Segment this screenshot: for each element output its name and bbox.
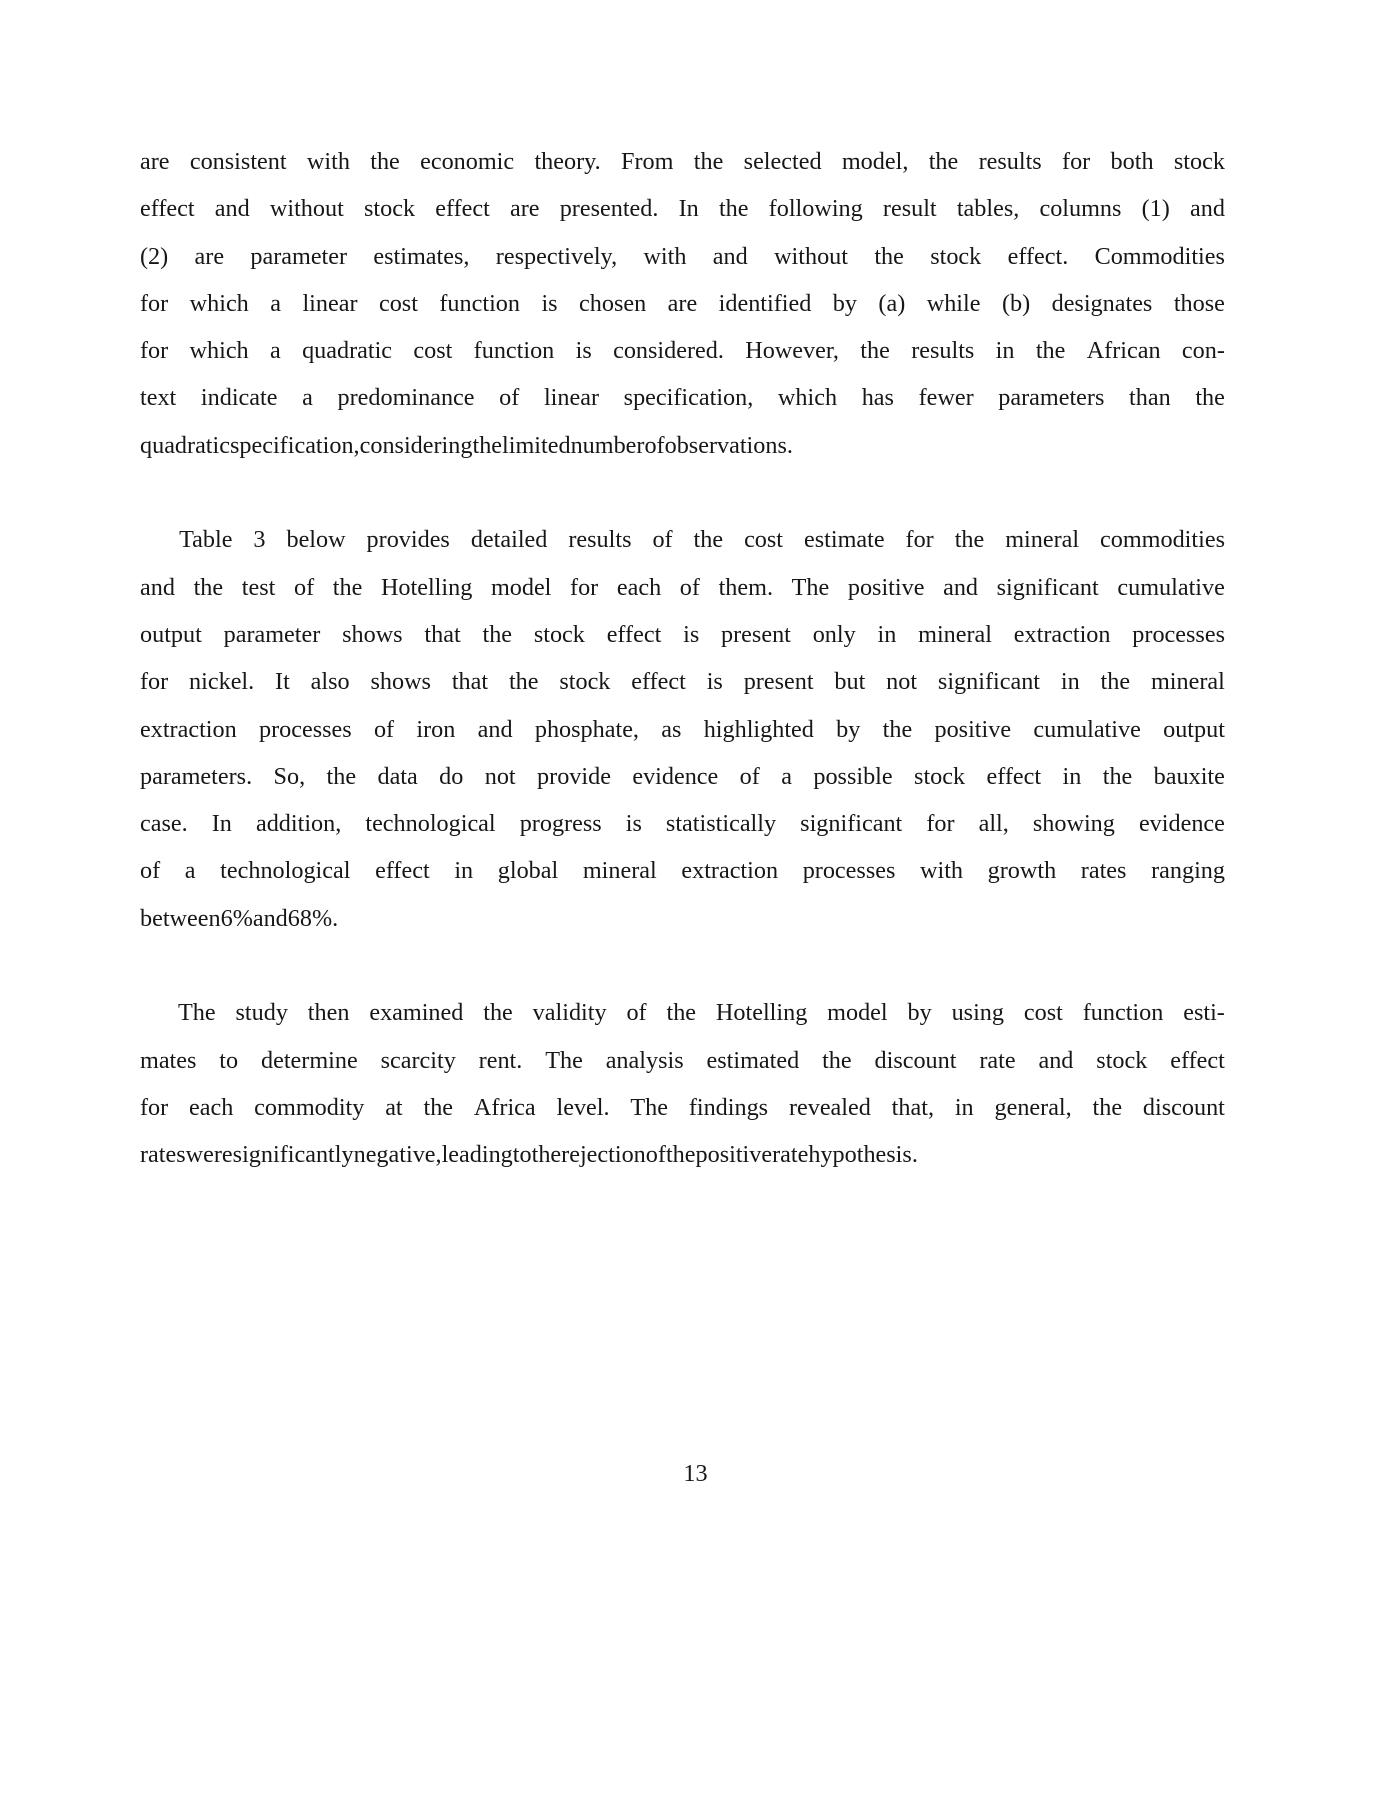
word: tables, (956, 195, 1020, 223)
word: the (332, 573, 363, 601)
word: leading (441, 1141, 513, 1169)
word: stock (363, 195, 416, 223)
word: economic (420, 148, 515, 175)
word: provide (537, 762, 611, 790)
word: effect (375, 857, 430, 885)
word: also (310, 668, 350, 696)
word: in (454, 857, 474, 885)
word: for (140, 668, 169, 696)
word: stock (533, 620, 585, 648)
word: of (499, 384, 520, 412)
word: the (531, 1141, 562, 1169)
word: of (679, 573, 700, 601)
word: the (326, 762, 357, 790)
word: addition, (255, 810, 342, 838)
word: processes (258, 715, 352, 743)
word: indicate (200, 384, 278, 412)
word: and (1038, 1046, 1074, 1074)
word: theory. (534, 148, 601, 175)
word: for (140, 289, 169, 317)
word: linear (543, 384, 600, 412)
word: possible (813, 762, 893, 790)
word: detailed (470, 526, 548, 554)
word: positive (934, 715, 1012, 743)
word: Hotelling (380, 573, 473, 601)
word: is (541, 289, 558, 317)
word: the (954, 526, 985, 554)
word: predominance (337, 384, 475, 412)
word: commodity (254, 1093, 365, 1121)
word: for (905, 526, 934, 554)
word: estimate (803, 526, 885, 554)
word: using (951, 999, 1004, 1027)
word: significantly (232, 1141, 354, 1169)
word: statistically (665, 810, 777, 838)
word: a (184, 857, 196, 885)
word: Table (179, 526, 233, 554)
word: cost (378, 289, 418, 317)
word: of (140, 857, 161, 885)
word: (1) (1141, 195, 1170, 223)
word: mineral (582, 857, 657, 885)
word: discount (1142, 1093, 1225, 1121)
word: text (140, 384, 177, 412)
word: stock (914, 762, 966, 790)
word: However, (745, 337, 839, 365)
word: results (568, 526, 632, 554)
text-line (140, 800, 1225, 847)
word: rejection (561, 1141, 646, 1169)
word: while (926, 289, 981, 317)
word: for (140, 337, 169, 365)
text-line (140, 374, 1225, 421)
word: the (423, 1093, 454, 1121)
word: and (477, 715, 513, 743)
word: significant (937, 668, 1041, 696)
word: of (644, 431, 665, 459)
word: rates (140, 1141, 186, 1169)
word: (a) (878, 289, 906, 317)
text-line (140, 753, 1225, 800)
word: the (822, 1046, 852, 1074)
word: examined (369, 999, 464, 1027)
word: parameter (223, 620, 321, 648)
word: present (721, 620, 791, 648)
word: by (832, 289, 857, 317)
word: limited (502, 431, 571, 459)
word: between (140, 904, 221, 932)
word: designates (1051, 289, 1153, 317)
word: consistent (189, 148, 287, 175)
word: which (777, 384, 838, 412)
word: in (1060, 668, 1080, 696)
word: 6% (220, 904, 253, 932)
text-line (140, 1084, 1225, 1131)
word: ranging (1151, 857, 1225, 885)
word: them. (718, 573, 773, 601)
word: model (490, 573, 552, 601)
word: estimates, (373, 242, 470, 270)
word: without (269, 195, 344, 223)
word: a (269, 337, 281, 365)
word: technological (365, 810, 496, 838)
word: the (370, 148, 400, 175)
word: and (712, 242, 748, 270)
word: is (706, 668, 723, 696)
word: are (667, 289, 698, 317)
word: negative, (353, 1141, 442, 1169)
word: to (219, 1046, 239, 1074)
word: observations. (664, 431, 793, 459)
word: cost (413, 337, 453, 365)
word: and (252, 904, 288, 932)
word: Africa (473, 1093, 536, 1121)
word: level. (556, 1093, 610, 1121)
word: a (781, 762, 792, 790)
word: following (768, 195, 863, 223)
word: the (928, 148, 959, 175)
word: is (683, 620, 700, 648)
word: extraction (1013, 620, 1111, 648)
word: a (302, 384, 313, 412)
word: significant (800, 810, 903, 838)
word: mineral (1150, 668, 1225, 696)
word: are (510, 195, 540, 223)
word: in (954, 1093, 974, 1121)
word: and (214, 195, 250, 223)
word: then (307, 999, 350, 1027)
text-line (140, 327, 1225, 374)
word: determine (261, 1046, 358, 1074)
word: Hotelling (715, 999, 808, 1027)
word: presented. (559, 195, 659, 223)
text-line (140, 706, 1225, 753)
word: only (812, 620, 856, 648)
word: the (1092, 1093, 1123, 1121)
word: The (791, 573, 830, 601)
word: number (570, 431, 645, 459)
word: and (1189, 195, 1225, 223)
word: extraction (140, 715, 237, 743)
text-line (140, 138, 1225, 185)
word: is (625, 810, 642, 838)
word: the (1035, 337, 1066, 365)
text-line (140, 611, 1225, 658)
word: considering (359, 431, 473, 459)
word: nickel. (189, 668, 255, 696)
word: It (275, 668, 290, 696)
word: a (270, 289, 281, 317)
word: quadratic (140, 431, 230, 459)
word: rate (979, 1046, 1016, 1074)
word: results (911, 337, 975, 365)
word: of (373, 715, 395, 743)
paragraph-indent (140, 516, 158, 563)
word: effect (986, 762, 1042, 790)
word: positive (847, 573, 925, 601)
word: chosen (579, 289, 647, 317)
word: are (140, 148, 170, 175)
paragraph-2 (140, 516, 1225, 989)
word: mates (140, 1046, 197, 1074)
word: global (497, 857, 559, 885)
word: The (630, 1093, 668, 1121)
word: validity (532, 999, 607, 1027)
word: parameter (250, 242, 348, 270)
word: cost (1023, 999, 1063, 1027)
word: both (1110, 148, 1154, 175)
word: has (861, 384, 894, 412)
word: con- (1181, 337, 1225, 365)
word: evidence (1138, 810, 1225, 838)
word: (b) (1001, 289, 1031, 317)
word: that (424, 620, 461, 648)
text-line (140, 422, 1225, 469)
word: model (827, 999, 888, 1027)
word: evidence (632, 762, 719, 790)
word: rate (772, 1141, 809, 1169)
word: with (643, 242, 687, 270)
word: rent. (478, 1046, 523, 1074)
word: stock (559, 668, 611, 696)
text-line (140, 280, 1225, 327)
word: the (508, 668, 539, 696)
word: parameters (998, 384, 1105, 412)
word: the (693, 526, 724, 554)
word: The (178, 999, 216, 1027)
word: do (439, 762, 464, 790)
word: specification, (229, 431, 360, 459)
word: shows (370, 668, 431, 696)
word: by (836, 715, 861, 743)
word: and (943, 573, 979, 601)
text-line (140, 233, 1225, 280)
document-body (140, 138, 1225, 1226)
word: for (1062, 148, 1091, 175)
word: of (293, 573, 315, 601)
word: output (140, 620, 202, 648)
word: by (907, 999, 932, 1027)
word: cumulative (1117, 573, 1225, 601)
word: in (995, 337, 1015, 365)
word: the (1102, 762, 1133, 790)
word: below (286, 526, 346, 554)
word: the (718, 195, 749, 223)
word: stock (1096, 1046, 1148, 1074)
word: In (211, 810, 232, 838)
text-line (140, 1131, 1225, 1178)
word: present (743, 668, 814, 696)
word: mineral (1005, 526, 1080, 554)
word: estimated (706, 1046, 800, 1074)
word: highlighted (703, 715, 814, 743)
word: in (877, 620, 897, 648)
text-line (140, 185, 1225, 232)
word: 3 (253, 526, 266, 554)
word: of (652, 526, 673, 554)
text-line (140, 658, 1225, 705)
word: rates (1080, 857, 1127, 885)
word: with (306, 148, 350, 175)
word: case. (140, 810, 188, 838)
word: without (774, 242, 848, 270)
word: From (621, 148, 674, 175)
word: So, (273, 762, 306, 790)
word: revealed (788, 1093, 871, 1121)
word: model, (841, 148, 909, 175)
word: for (570, 573, 599, 601)
word: general, (994, 1093, 1072, 1121)
word: positive (695, 1141, 773, 1169)
word: fewer (918, 384, 974, 412)
word: parameters. (140, 762, 253, 790)
text-line (140, 516, 1225, 563)
word: Commodities (1094, 242, 1225, 270)
word: specification, (623, 384, 754, 412)
word: the (472, 431, 503, 459)
word: columns (1039, 195, 1122, 223)
word: processes (1132, 620, 1225, 648)
word: effect (435, 195, 490, 223)
word: bauxite (1153, 762, 1225, 790)
word: of (626, 999, 647, 1027)
text-line (140, 989, 1225, 1036)
word: with (920, 857, 964, 885)
word: respectively, (495, 242, 618, 270)
word: discount (874, 1046, 957, 1074)
word: function (1082, 999, 1164, 1027)
word: technological (220, 857, 351, 885)
text-line (140, 895, 1225, 942)
word: those (1173, 289, 1225, 317)
word: which (189, 337, 249, 365)
word: test (241, 573, 276, 601)
word: output (1163, 715, 1225, 743)
word: for (926, 810, 955, 838)
word: results (978, 148, 1042, 175)
word: analysis (605, 1046, 684, 1074)
word: of (645, 1141, 666, 1169)
word: stock (1173, 148, 1225, 175)
word: and (140, 573, 175, 601)
word: at (385, 1093, 403, 1121)
word: is (575, 337, 592, 365)
word: the (882, 715, 913, 743)
word: were (185, 1141, 233, 1169)
word: scarcity (380, 1046, 456, 1074)
word: growth (987, 857, 1057, 885)
word: progress (519, 810, 602, 838)
word: mineral (918, 620, 992, 648)
word: not (886, 668, 918, 696)
word: selected (743, 148, 822, 175)
word: the (1195, 384, 1225, 412)
text-line (140, 1037, 1225, 1084)
word: provides (366, 526, 450, 554)
word: each (616, 573, 662, 601)
page-number: 13 (683, 1460, 708, 1487)
word: all, (978, 810, 1009, 838)
word: processes (802, 857, 896, 885)
word: effect (606, 620, 662, 648)
paragraph-indent (140, 989, 158, 1036)
word: considered. (613, 337, 724, 365)
word: for (140, 1093, 169, 1121)
word: that, (891, 1093, 934, 1121)
word: of (739, 762, 760, 790)
word: extraction (681, 857, 779, 885)
word: iron (416, 715, 456, 743)
word: significant (996, 573, 1099, 601)
word: shows (342, 620, 403, 648)
word: not (484, 762, 516, 790)
word: In (678, 195, 699, 223)
word: the (482, 620, 513, 648)
word: the (693, 148, 724, 175)
paragraph-1 (140, 138, 1225, 516)
word: showing (1032, 810, 1115, 838)
word: effect. (1007, 242, 1069, 270)
word: (2) (140, 242, 169, 270)
word: function (439, 289, 520, 317)
word: each (189, 1093, 234, 1121)
word: stock (930, 242, 982, 270)
word: cost (744, 526, 784, 554)
word: esti- (1183, 999, 1225, 1027)
word: the (666, 999, 697, 1027)
word: effect (1170, 1046, 1225, 1074)
word: the (665, 1141, 696, 1169)
word: African (1086, 337, 1161, 365)
word: function (473, 337, 555, 365)
word: result (882, 195, 937, 223)
word: in (1062, 762, 1082, 790)
word: identified (718, 289, 812, 317)
word: but (834, 668, 866, 696)
word: linear (302, 289, 358, 317)
word: the (193, 573, 224, 601)
word: cumulative (1033, 715, 1141, 743)
word: the (1100, 668, 1131, 696)
text-line (140, 847, 1225, 894)
paragraph-3 (140, 989, 1225, 1225)
word: that (451, 668, 489, 696)
word: study (235, 999, 288, 1027)
word: commodities (1100, 526, 1225, 554)
word: as (661, 715, 682, 743)
word: 68%. (287, 904, 339, 932)
word: effect (631, 668, 686, 696)
word: the (483, 999, 513, 1027)
word: data (377, 762, 418, 790)
word: findings (688, 1093, 769, 1121)
text-line (140, 564, 1225, 611)
word: phosphate, (534, 715, 639, 743)
word: than (1129, 384, 1171, 412)
word: hypothesis. (808, 1141, 918, 1169)
word: The (545, 1046, 583, 1074)
word: quadratic (302, 337, 393, 365)
word: the (874, 242, 904, 270)
word: which (189, 289, 249, 317)
word: to (512, 1141, 532, 1169)
word: effect (140, 195, 195, 223)
word: the (860, 337, 890, 365)
word: are (194, 242, 225, 270)
